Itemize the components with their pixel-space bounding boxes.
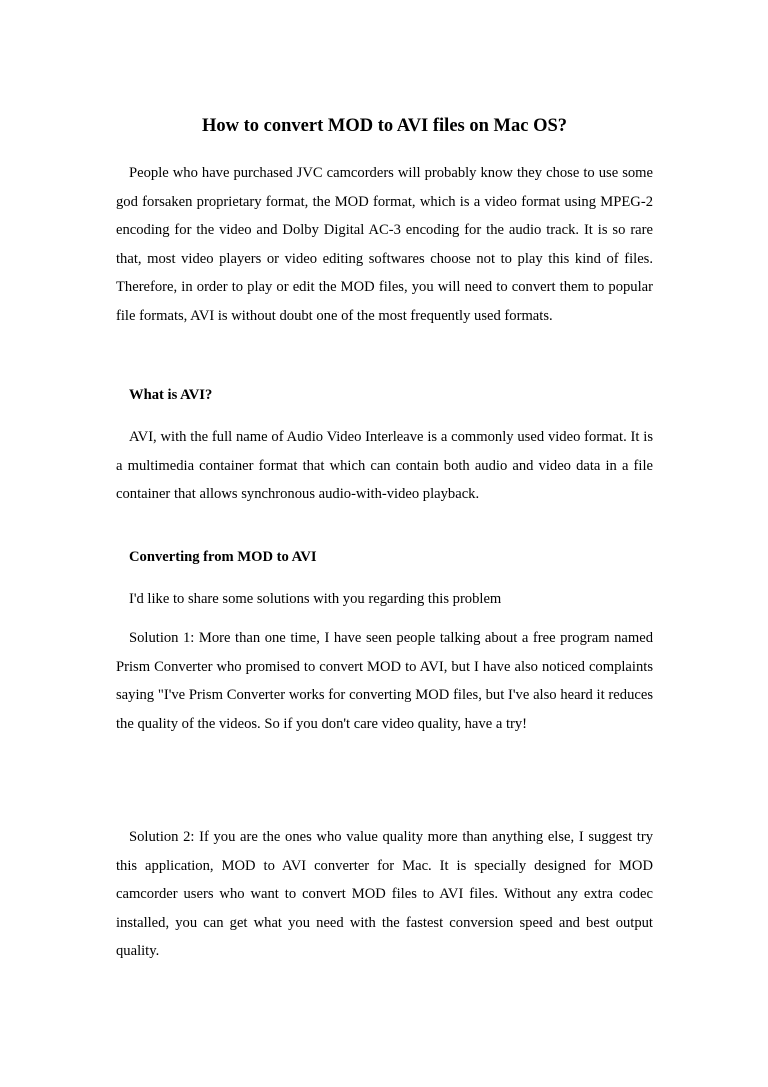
intro-paragraph: People who have purchased JVC camcorders will probably know they chose to use some god forsaken proprietary format, the MOD format, which is a video format using MPEG-2 encoding for the video and Dolby Digital AC-3 encoding for the audio track. It is so rare that, most video players or video editing softwares choose not to play this kind of files. Therefore, in order to play or edit the MOD files, you will need to convert them to popular file formats, AVI is without doubt one of the most frequently used formats. <box>116 165 653 324</box>
section-heading-what-is-avi: What is AVI? <box>129 387 213 403</box>
share-solutions-paragraph: I'd like to share some solutions with you regarding this problem <box>129 591 502 607</box>
document-title: How to convert MOD to AVI files on Mac OS? <box>202 116 567 136</box>
solution-2-paragraph: Solution 2: If you are the ones who value quality more than anything else, I suggest try this application, MOD to AVI converter for Mac. It is specially designed for MOD camcorder users who want to convert MOD files to AVI files. Without any extra codec installed, you can get what you need with the fastest conversion speed and best output quality. <box>116 829 653 959</box>
solution-1-paragraph: Solution 1: More than one time, I have seen people talking about a free program named Prism Converter who promised to convert MOD to AVI, but I have also noticed complaints saying "I've Prism Converter works for converting MOD files, but I've also heard it reduces the quality of the videos. So if you don't care video quality, have a try! <box>116 630 653 732</box>
avi-definition-paragraph: AVI, with the full name of Audio Video Interleave is a commonly used video format. It is a multimedia container format that which can contain both audio and video data in a file container that allows synchronous audio-with-video playback. <box>116 429 653 502</box>
section-heading-converting: Converting from MOD to AVI <box>129 549 317 565</box>
